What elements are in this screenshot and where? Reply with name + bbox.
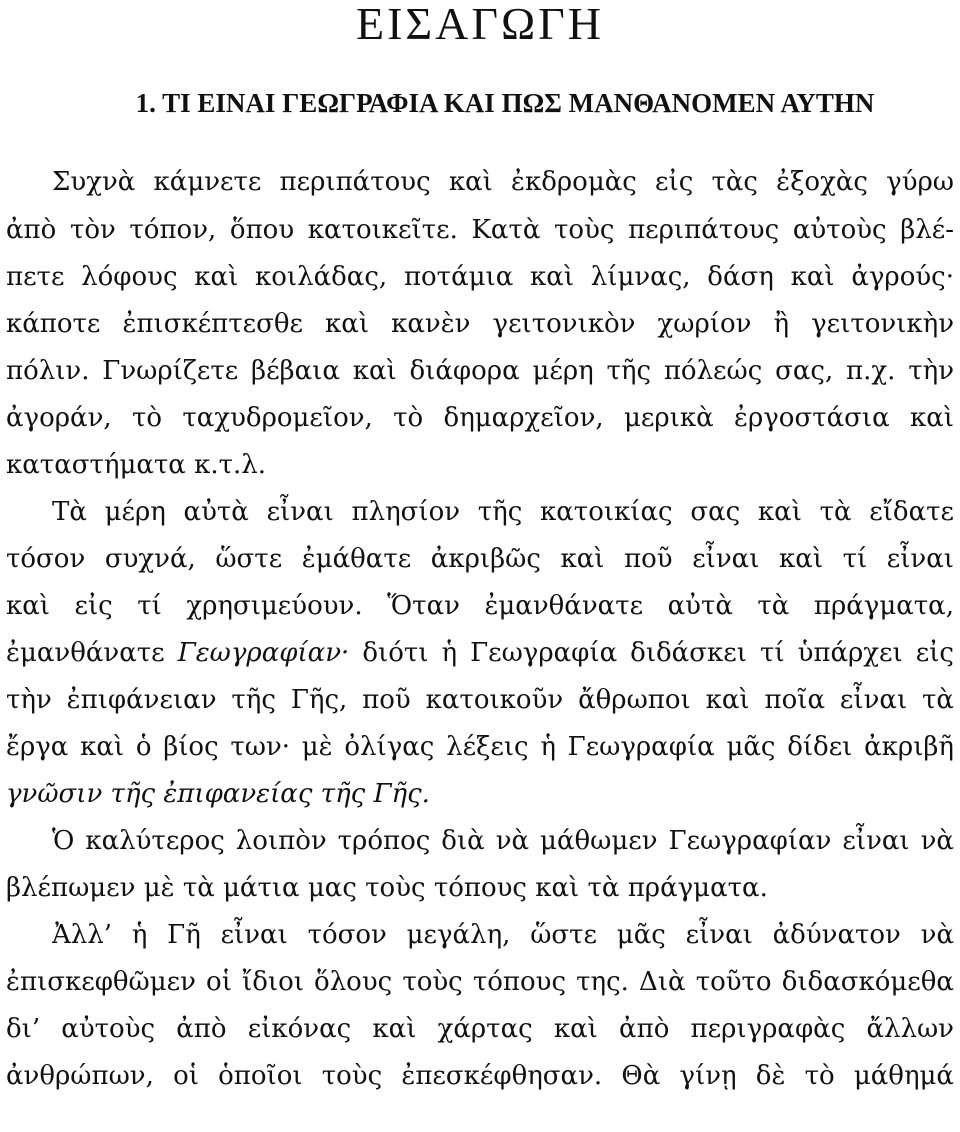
section-heading: 1. ΤΙ ΕΙΝΑΙ ΓΕΩΓΡΑΦΙΑ ΚΑΙ ΠΩΣ ΜΑΝΘΑΝΟΜΕΝ ΑΥΤΗΝ — [135, 88, 875, 118]
paragraph-line: Συχνὰ κάμνετε περιπάτους καὶ ἐκδρομὰς εἰς τὰς ἐξοχὰς γύρω — [52, 167, 954, 197]
paragraph-line: βλέπωμεν μὲ τὰ μάτια μας τοὺς τόπους καὶ τὰ πράγματα. — [6, 873, 768, 903]
paragraph-text: ἐμανθάνατε — [6, 638, 165, 668]
paragraph-line: Τὰ μέρη αὐτὰ εἶναι πλησίον τῆς κατοικίας σας καὶ τὰ εἴδατε — [52, 497, 954, 527]
paragraph-text: διότι ἡ Γεωγραφία διδάσκει τί ὑπάρχει εἰς — [362, 638, 954, 668]
paragraph-line: Ἀλλ’ ἡ Γῆ εἶναι τόσον μεγάλη, ὥστε μᾶς εἶναι ἀδύνατον νὰ — [52, 920, 954, 950]
paragraph-line: ἀγοράν, τὸ ταχυδρομεῖον, τὸ δημαρχεῖον, μερικὰ ἐργοστάσια καὶ — [6, 403, 954, 433]
paragraph-line: καταστήματα κ.τ.λ. — [6, 450, 267, 480]
paragraph-line: καὶ εἰς τί χρησιμεύουν. Ὅταν ἐμανθάνατε αὐτὰ τὰ πράγματα, — [6, 591, 954, 621]
paragraph-line: ἀνθρώπων, οἱ ὁποῖοι τοὺς ἐπεσκέφθησαν. Θὰ γίνῃ δὲ τὸ μάθημά — [6, 1061, 954, 1091]
chapter-title: ΕΙΣΑΓΩΓΗ — [355, 0, 604, 49]
paragraph-line: κάποτε ἐπισκέπτεσθε καὶ κανὲν γειτονικὸν χωρίον ἢ γειτονικὴν — [6, 309, 954, 339]
paragraph-line: γνῶσιν τῆς ἐπιφανείας τῆς Γῆς. — [6, 779, 430, 809]
paragraph-line: δι’ αὐτοὺς ἀπὸ εἰκόνας καὶ χάρτας καὶ ἀπὸ περιγραφὰς ἄλλων — [6, 1014, 954, 1044]
paragraph-line: τὴν ἐπιφάνειαν τῆς Γῆς, ποῦ κατοικοῦν ἄθρωποι καὶ ποῖα εἶναι τὰ — [6, 685, 954, 715]
paragraph-line: ἔργα καὶ ὁ βίος των· μὲ ὀλίγας λέξεις ἡ Γεωγραφία μᾶς δίδει ἀκριβῆ — [6, 732, 954, 762]
paragraph-line: τόσον συχνά, ὥστε ἐμάθατε ἀκριβῶς καὶ ποῦ εἶναι καὶ τί εἶναι — [6, 544, 954, 574]
paragraph-line: πετε λόφους καὶ κοιλάδας, ποτάμια καὶ λίμνας, δάση καὶ ἀγρούς· — [6, 262, 954, 292]
paragraph-line: πόλιν. Γνωρίζετε βέβαια καὶ διάφορα μέρη τῆς πόλεώς σας, π.χ. τὴν — [6, 356, 954, 386]
paragraph-line: ἐπισκεφθῶμεν οἱ ἴδιοι ὅλους τοὺς τόπους της. Διὰ τοῦτο διδασκόμεθα — [6, 967, 954, 997]
paragraph-line: Ὁ καλύτερος λοιπὸν τρόπος διὰ νὰ μάθωμεν Γεωγραφίαν εἶναι νὰ — [52, 826, 954, 856]
paragraph-line — [6, 633, 954, 673]
paragraph-line: ἀπὸ τὸν τόπον, ὅπου κατοικεῖτε. Κατὰ τοὺς περιπάτους αὐτοὺς βλέ- — [6, 215, 954, 245]
emphasis-text: Γεωγραφίαν· — [177, 638, 350, 668]
